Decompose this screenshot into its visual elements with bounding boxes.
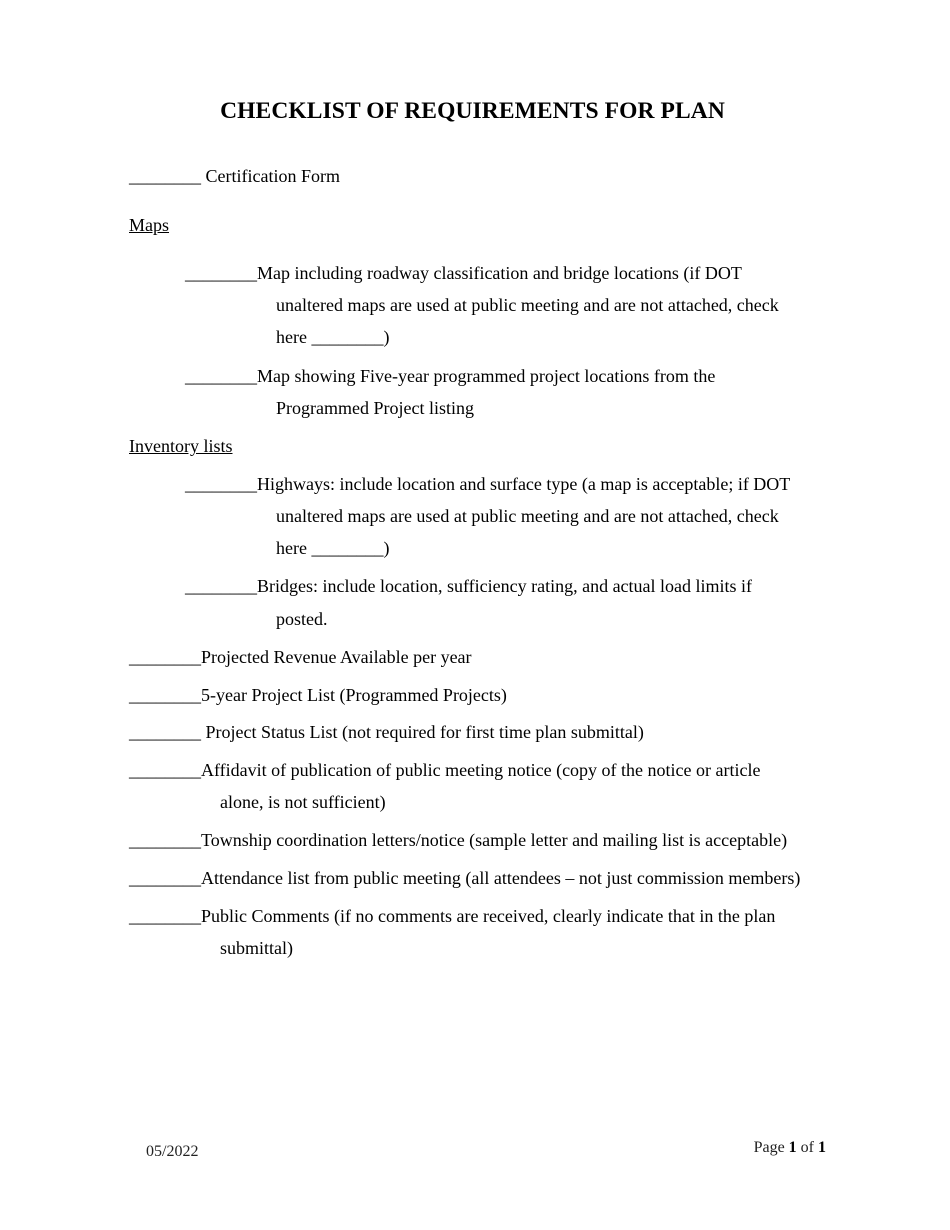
blank-line: ________ [129, 868, 201, 888]
blank-line: ________ [185, 366, 257, 386]
blank-line: ________ [185, 474, 257, 494]
page-number [754, 1137, 826, 1159]
map-five-year-line2: Programmed Project listing [276, 398, 474, 418]
revenue-item [129, 645, 472, 669]
blank-line: ________ [185, 576, 257, 596]
inventory-heading: Inventory lists [129, 436, 233, 456]
blank-line: ________ [311, 327, 384, 347]
status-list-item [129, 720, 644, 744]
map-roadway-line1: Map including roadway classification and bridge locations (if DOT [257, 263, 742, 283]
certification-form-item [129, 164, 340, 188]
footer-date: 05/2022 [146, 1143, 199, 1160]
map-roadway-line3 [276, 325, 389, 349]
certification-form-label: Certification Form [205, 166, 340, 186]
blank-line: ________ [129, 685, 201, 705]
blank-line: ________ [129, 830, 201, 850]
affidavit-item [129, 758, 761, 782]
page-title: CHECKLIST OF REQUIREMENTS FOR PLAN [220, 98, 725, 124]
project-list-item [129, 683, 507, 707]
map-roadway-line2: unaltered maps are used at public meeting and are not attached, check [276, 295, 779, 315]
affidavit-line2: alone, is not sufficient) [220, 792, 386, 812]
comments-line2: submittal) [220, 938, 293, 958]
bridges-line1: Bridges: include location, sufficiency rating, and actual load limits if [257, 576, 753, 596]
attendance-item [129, 866, 800, 890]
bridges-line2: posted. [276, 609, 328, 629]
maps-heading: Maps [129, 215, 169, 235]
blank-line: ________ [129, 722, 201, 742]
here-suffix: ) [383, 538, 390, 558]
page-current: 1 [788, 1139, 797, 1156]
map-roadway-item [185, 261, 742, 285]
project-list-label: 5-year Project List (Programmed Projects) [201, 685, 507, 705]
blank-line: ________ [129, 760, 201, 780]
highways-line2: unaltered maps are used at public meeting and are not attached, check [276, 506, 779, 526]
attendance-label: Attendance list from public meeting (all attendees – not just commission members) [201, 868, 801, 888]
here-prefix: here [276, 538, 312, 558]
highways-line3 [276, 536, 389, 560]
township-item [129, 828, 787, 852]
highways-line1: Highways: include location and surface type (a map is acceptable; if DOT [257, 474, 791, 494]
bridges-item [185, 574, 752, 598]
map-five-year-line1: Map showing Five-year programmed project locations from the [257, 366, 716, 386]
map-five-year-item [185, 364, 715, 388]
revenue-label: Projected Revenue Available per year [201, 647, 472, 667]
blank-line: ________ [185, 263, 257, 283]
comments-item [129, 904, 775, 928]
comments-line1: Public Comments (if no comments are received, clearly indicate that in the plan [201, 906, 776, 926]
here-prefix: here [276, 327, 312, 347]
blank-line: ________ [129, 647, 201, 667]
highways-item [185, 472, 790, 496]
blank-line: ________ [129, 166, 201, 186]
page-total: 1 [818, 1139, 826, 1156]
blank-line: ________ [311, 538, 384, 558]
blank-line: ________ [129, 906, 201, 926]
township-label: Township coordination letters/notice (sample letter and mailing list is acceptable) [201, 830, 788, 850]
affidavit-line1: Affidavit of publication of public meeting notice (copy of the notice or article [201, 760, 761, 780]
status-list-label: Project Status List (not required for first time plan submittal) [201, 722, 644, 742]
page-word: Page [753, 1139, 789, 1156]
here-suffix: ) [383, 327, 390, 347]
page-of: of [796, 1139, 818, 1156]
